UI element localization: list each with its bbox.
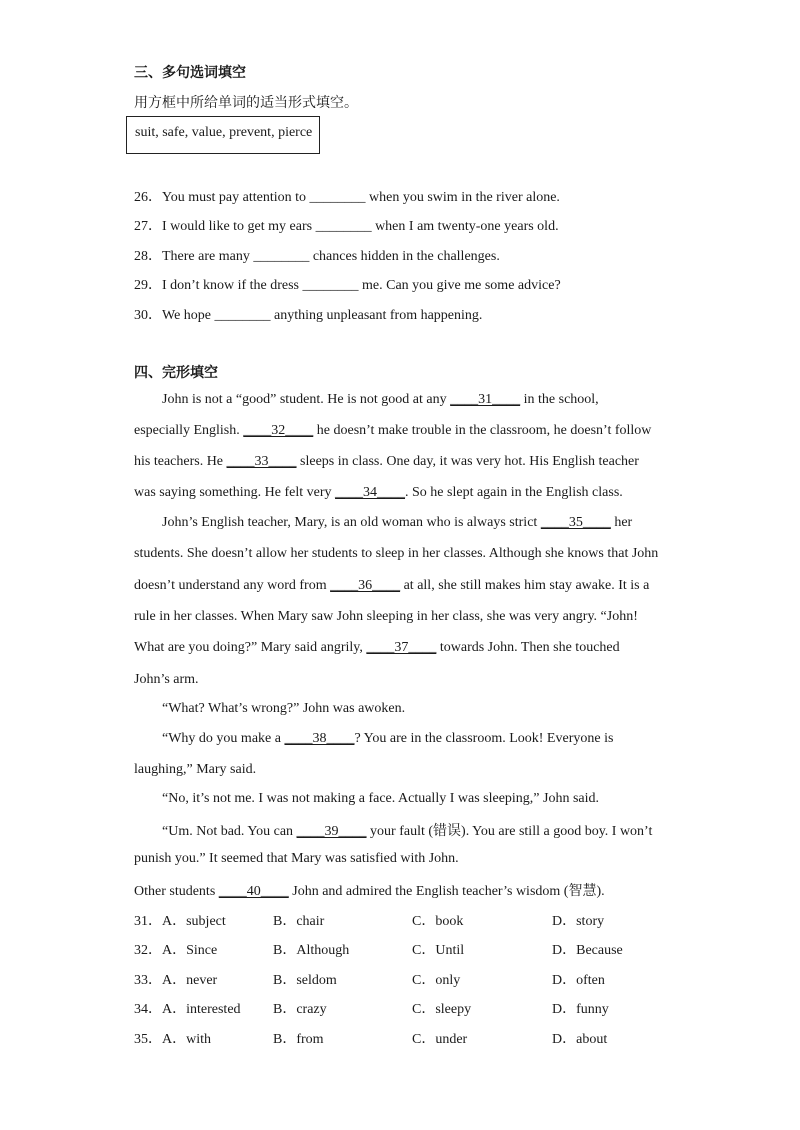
- blank-32: ____32____: [243, 423, 314, 438]
- passage-line: doesn’t understand any word from ____36____ at all, she still makes him stay awake. It is a: [134, 578, 650, 593]
- passage-line: Other students ____40____ John and admired the English teacher’s wisdom (智慧).: [134, 884, 605, 899]
- option-number: 33．: [134, 973, 162, 988]
- option-b: B．seldom: [273, 973, 337, 988]
- option-number: 31．: [134, 914, 162, 929]
- blank-35: ____35____: [540, 515, 611, 530]
- word-box: [126, 116, 320, 154]
- question-26: 26．You must pay attention to ________ when you swim in the river alone.: [134, 190, 560, 205]
- option-b: B．from: [273, 1032, 324, 1047]
- blank-37: ____37____: [366, 640, 437, 655]
- option-a: A．with: [162, 1032, 211, 1047]
- option-d: D．story: [552, 914, 605, 929]
- passage-line: “What? What’s wrong?” John was awoken.: [162, 701, 406, 716]
- question-30: 30．We hope ________ anything unpleasant from happening.: [134, 308, 483, 323]
- passage-line: “No, it’s not me. I was not making a face. Actually I was sleeping,” John said.: [162, 791, 600, 806]
- passage-line: “Um. Not bad. You can ____39____ your fault (错误). You are still a good boy. I won’t: [162, 824, 653, 839]
- section-3-title: 三、多句选词填空: [134, 65, 246, 81]
- section-4-title: 四、完形填空: [134, 365, 218, 381]
- blank-36: ____36____: [330, 578, 401, 593]
- option-b: B．crazy: [273, 1002, 327, 1017]
- passage-line: John is not a “good” student. He is not good at any ____31____ in the school,: [162, 392, 599, 407]
- option-a: A．interested: [162, 1002, 241, 1017]
- question-28: 28．There are many ________ chances hidden in the challenges.: [134, 249, 500, 264]
- option-number: 35．: [134, 1032, 162, 1047]
- passage-line: punish you.” It seemed that Mary was satisfied with John.: [134, 851, 459, 866]
- option-a: A．never: [162, 973, 218, 988]
- passage-line: What are you doing?” Mary said angrily, ____37____ towards John. Then she touched: [134, 640, 620, 655]
- passage-line: laughing,” Mary said.: [134, 762, 257, 777]
- option-d: D．funny: [552, 1002, 609, 1017]
- blank-34: ____34____: [335, 485, 406, 500]
- passage-line: John’s English teacher, Mary, is an old woman who is always strict ____35____ her: [162, 515, 633, 530]
- word-box-text: suit, safe, value, prevent, pierce: [135, 125, 313, 140]
- passage-line: was saying something. He felt very ____34____. So he slept again in the English class.: [134, 485, 623, 500]
- option-d: D．Because: [552, 943, 623, 958]
- option-c: C．under: [412, 1032, 468, 1047]
- option-d: D．about: [552, 1032, 608, 1047]
- blank-40: ____40____: [218, 884, 289, 899]
- blank-33: ____33____: [226, 454, 297, 469]
- option-b: B．Although: [273, 943, 350, 958]
- question-29: 29．I don’t know if the dress ________ me. Can you give me some advice?: [134, 278, 561, 293]
- option-c: C．only: [412, 973, 461, 988]
- blank-39: ____39____: [296, 824, 367, 839]
- option-a: A．subject: [162, 914, 226, 929]
- passage-line: rule in her classes. When Mary saw John sleeping in her class, she was very angry. “John!: [134, 609, 638, 624]
- passage-line: “Why do you make a ____38____? You are in the classroom. Look! Everyone is: [162, 731, 614, 746]
- passage-line: especially English. ____32____ he doesn’t make trouble in the classroom, he doesn’t follow: [134, 423, 652, 438]
- blank-38: ____38____: [284, 731, 355, 746]
- option-a: A．Since: [162, 943, 218, 958]
- option-c: C．sleepy: [412, 1002, 472, 1017]
- option-c: C．book: [412, 914, 464, 929]
- option-number: 34．: [134, 1002, 162, 1017]
- passage-line: John’s arm.: [134, 672, 199, 687]
- blank-31: ____31____: [450, 392, 521, 407]
- option-d: D．often: [552, 973, 605, 988]
- passage-line: his teachers. He ____33____ sleeps in class. One day, it was very hot. His English teacher: [134, 454, 639, 469]
- question-27: 27．I would like to get my ears ________ when I am twenty-one years old.: [134, 219, 559, 234]
- option-c: C．Until: [412, 943, 465, 958]
- option-number: 32．: [134, 943, 162, 958]
- option-b: B．chair: [273, 914, 325, 929]
- passage-line: students. She doesn’t allow her students to sleep in her classes. Although she knows that John: [134, 546, 659, 561]
- section-3-instruction: 用方框中所给单词的适当形式填空。: [134, 95, 358, 111]
